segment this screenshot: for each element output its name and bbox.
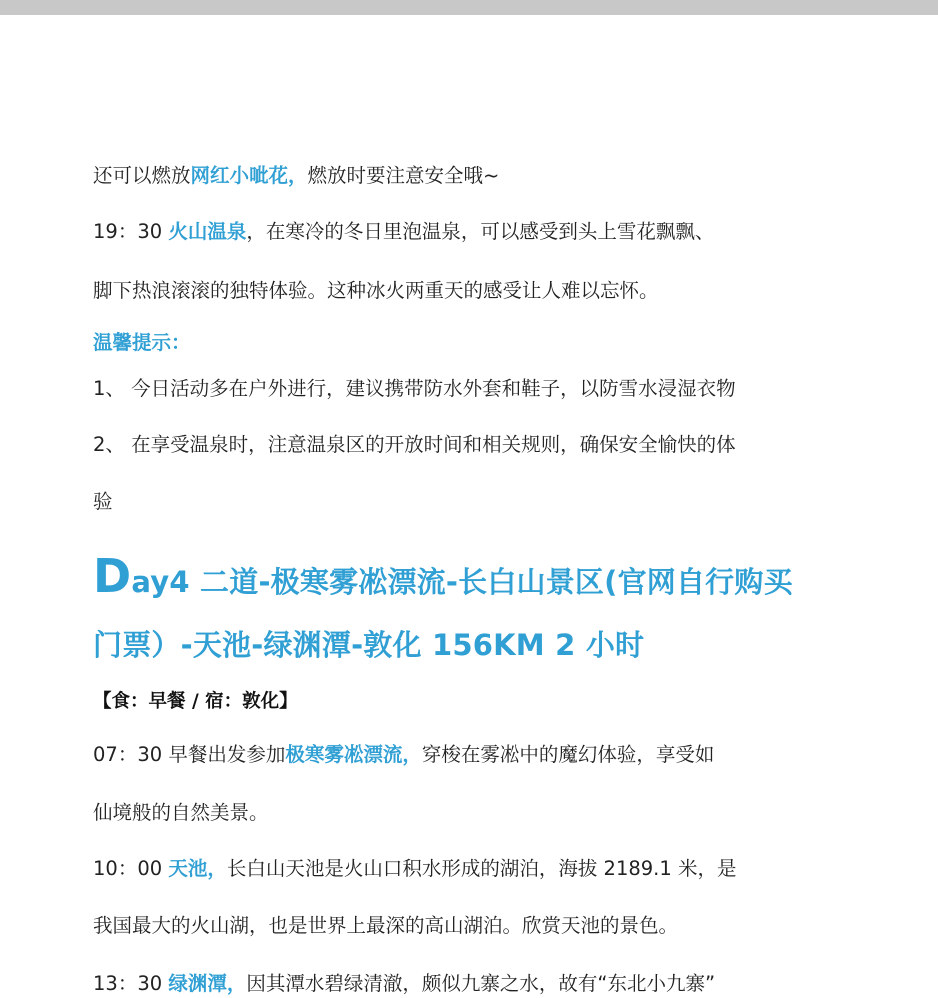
document-page — [0, 15, 938, 995]
highlight-text: 绿渊潭， — [168, 972, 247, 995]
text-span: 穿梭在雾凇中的魔幻体验，享受如 — [421, 743, 715, 766]
text-span: 因其潭水碧绿清澈，颇似九寨之水，故有“东北小九寨” — [246, 972, 716, 995]
paragraph-line: 我国最大的火山湖，也是世界上最深的高山湖泊。欣赏天池的景色。 — [93, 914, 679, 937]
day-heading-line2: 门票）-天池-绿渊潭-敦化 156KM 2 小时 — [93, 628, 645, 662]
text-span: ，在寒冷的冬日里泡温泉，可以感受到头上雪花飘飘、 — [246, 220, 715, 243]
highlight-text: 天池， — [168, 857, 227, 880]
text-span: 19：30 — [93, 220, 169, 243]
text-span: 13：30 — [93, 972, 169, 995]
paragraph-line — [93, 162, 499, 190]
day-heading — [93, 549, 793, 603]
tips-heading: 温馨提示： — [93, 331, 191, 354]
tip-item: 1、 今日活动多在户外进行，建议携带防水外套和鞋子，以防雪水浸湿衣物 — [93, 377, 736, 400]
day-heading-text: ay4 二道-极寒雾凇漂流-长白山景区(官网自行购买 — [131, 565, 793, 599]
text-span: 10：00 — [93, 857, 169, 880]
viewer-top-bar — [0, 0, 938, 15]
text-span: 07：30 早餐出发参加 — [93, 743, 286, 766]
paragraph-line — [93, 741, 714, 769]
highlight-text: 网红小呲花， — [190, 164, 308, 187]
day-heading-initial: D — [93, 549, 132, 603]
tip-item: 2、 在享受温泉时，注意温泉区的开放时间和相关规则，确保安全愉快的体 — [93, 433, 736, 456]
paragraph-line: 脚下热浪滚滚的独特体验。这种冰火两重天的感受让人难以忘怀。 — [93, 279, 659, 302]
text-span: 长白山天池是火山口积水形成的湖泊，海拔 2189.1 米，是 — [226, 857, 737, 880]
highlight-text: 火山温泉 — [168, 220, 247, 243]
paragraph-line: 仙境般的自然美景。 — [93, 801, 269, 824]
paragraph-line — [93, 970, 715, 998]
text-span: 还可以燃放 — [93, 164, 191, 187]
text-span: 燃放时要注意安全哦~ — [307, 164, 500, 187]
highlight-text: 极寒雾凇漂流， — [285, 743, 422, 766]
paragraph-line — [93, 855, 736, 883]
tip-item-continuation: 验 — [93, 490, 113, 513]
paragraph-line — [93, 218, 714, 246]
meals-lodging-note: 【食：早餐 / 宿：敦化】 — [93, 691, 298, 712]
